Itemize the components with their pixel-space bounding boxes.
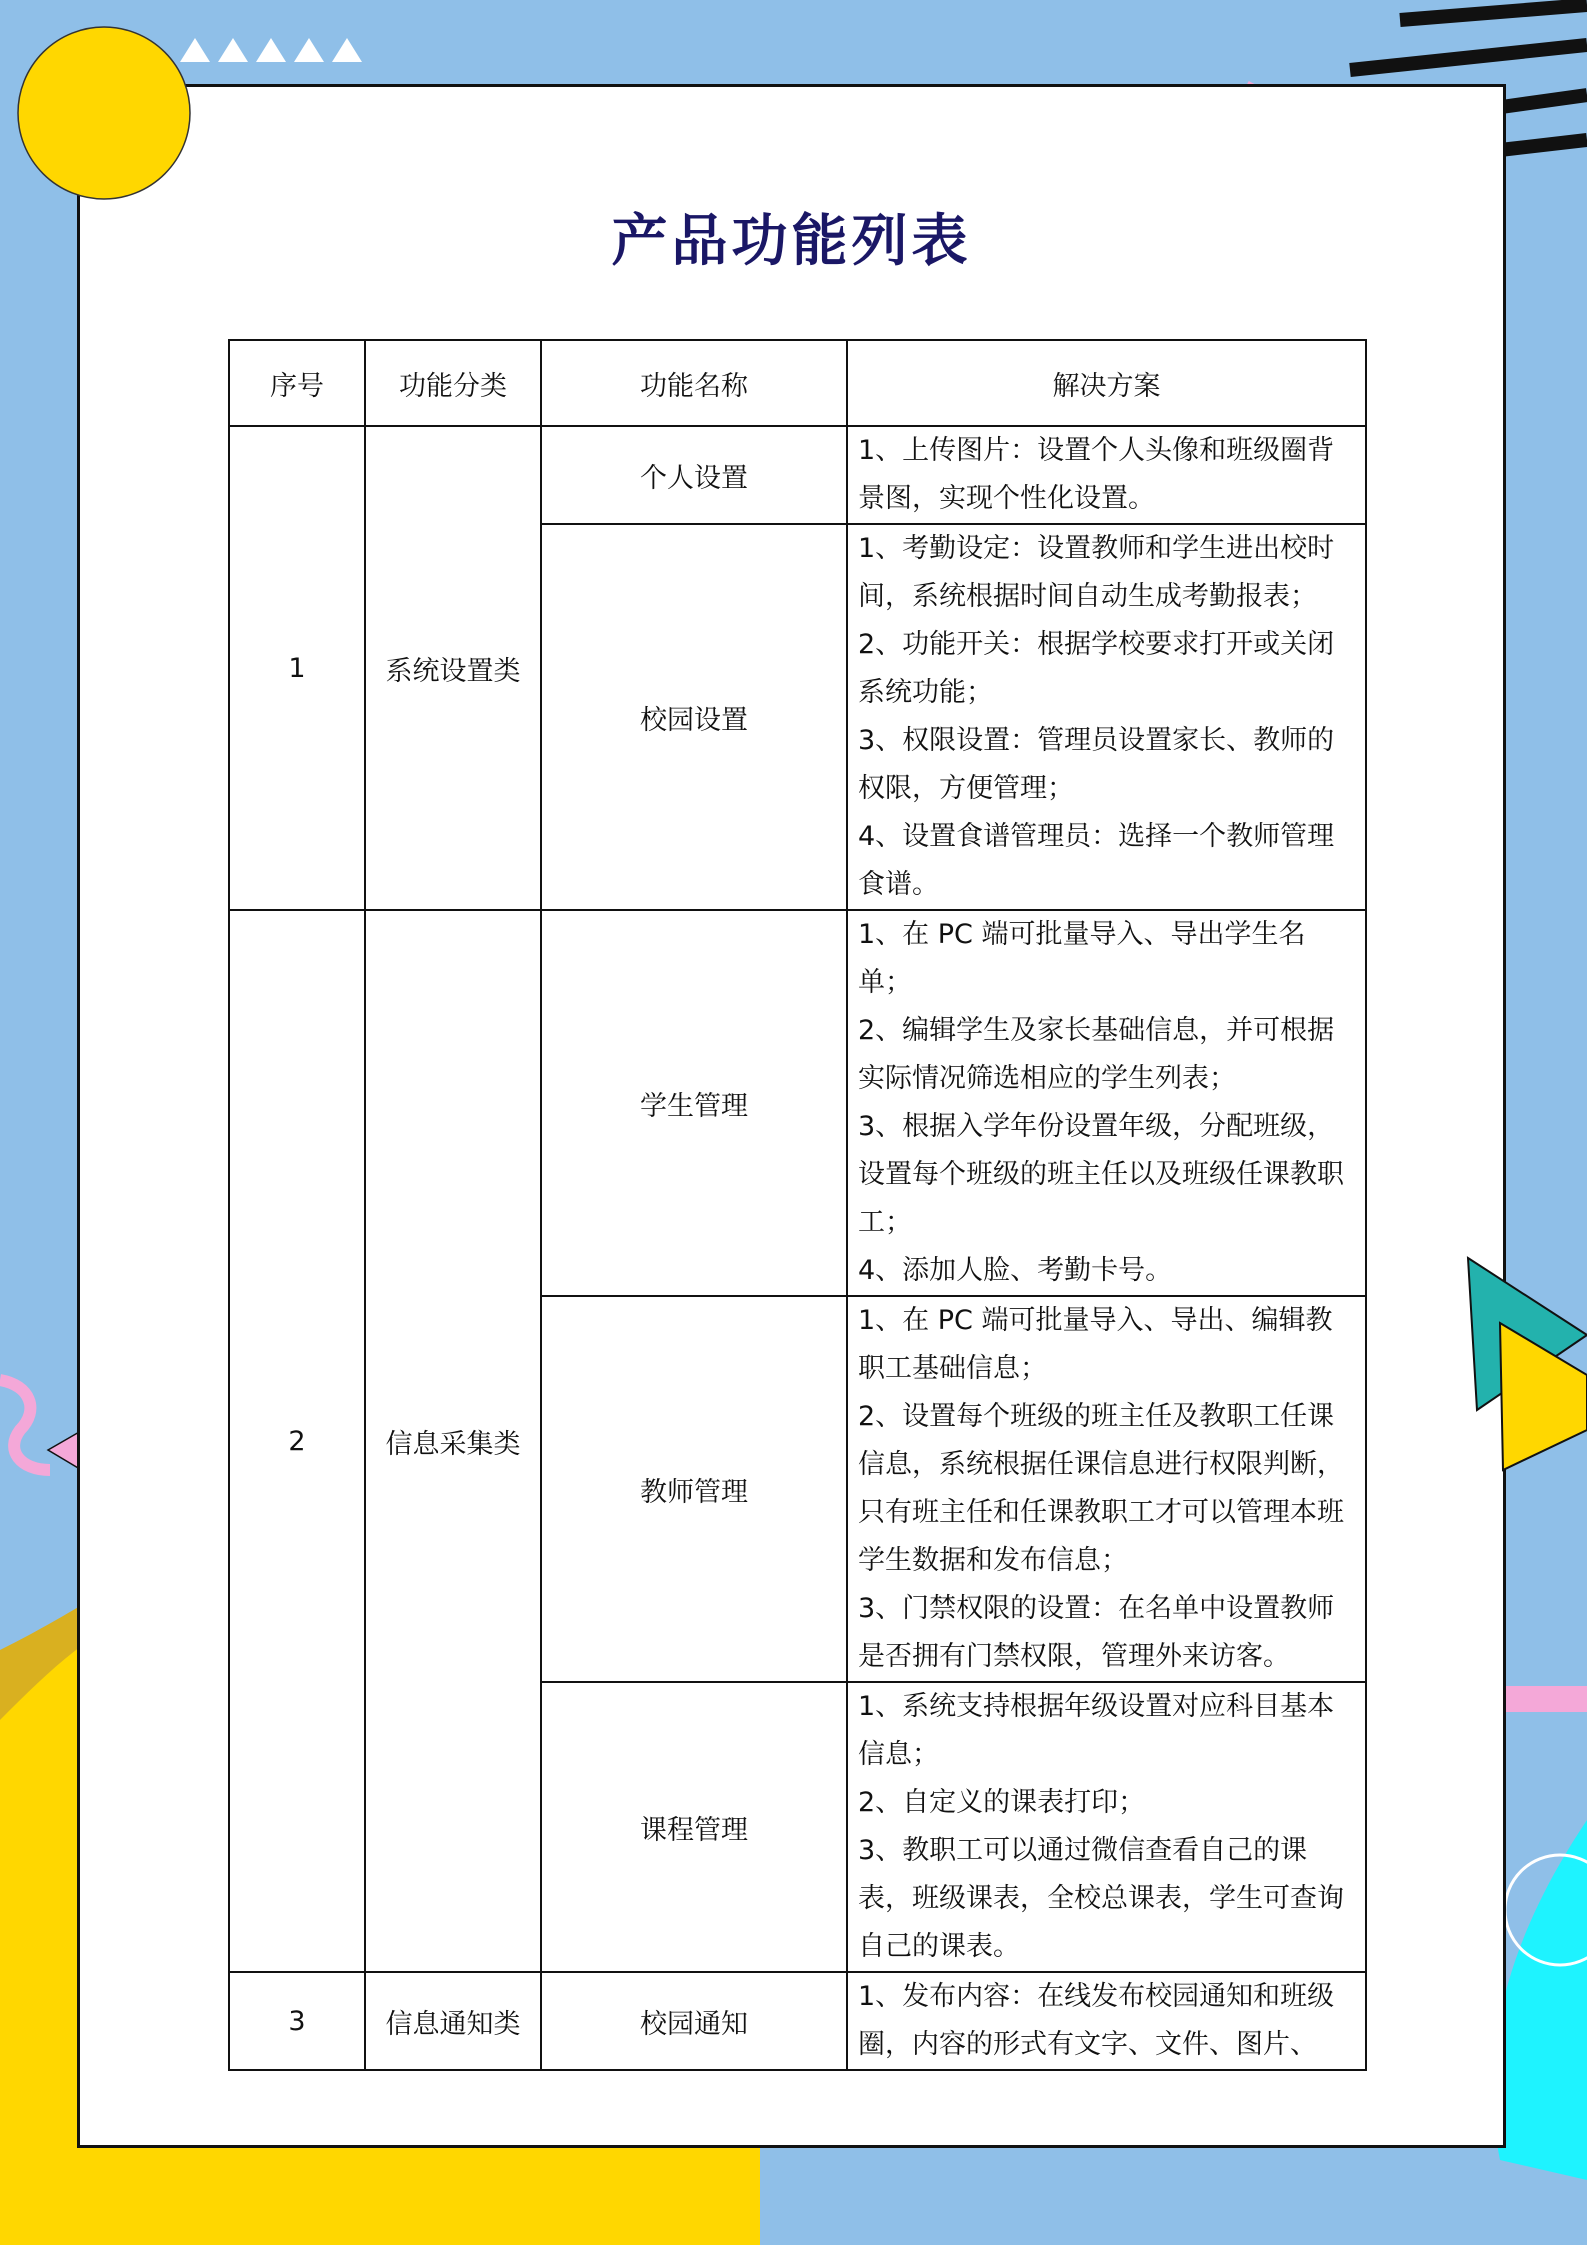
solution-line: 3、门禁权限的设置：在名单中设置教师是否拥有门禁权限，管理外来访客。 — [858, 1593, 1335, 1672]
header-category: 功能分类 — [365, 340, 541, 426]
solution-line: 1、考勤设定：设置教师和学生进出校时间，系统根据时间自动生成考勤报表； — [858, 533, 1335, 612]
solution-line: 4、设置食谱管理员：选择一个教师管理食谱。 — [858, 821, 1335, 900]
table-row — [229, 426, 1366, 524]
cyan-corner-shape — [1493, 1820, 1587, 2180]
solution-line: 1、系统支持根据年级设置对应科目基本信息； — [858, 1691, 1335, 1770]
row-category: 系统设置类 — [365, 426, 541, 910]
solution-line: 3、根据入学年份设置年级，分配班级，设置每个班级的班主任以及班级任课教职工； — [858, 1111, 1344, 1238]
white-triangles-shape — [180, 38, 362, 62]
row-no: 2 — [229, 910, 365, 1972]
solution-line: 1、上传图片：设置个人头像和班级圈背景图，实现个性化设置。 — [858, 435, 1335, 514]
table-row — [229, 1972, 1366, 2070]
table-row — [229, 910, 1366, 1296]
row-feature-name: 课程管理 — [541, 1682, 847, 1972]
row-solution — [847, 1296, 1366, 1682]
yellow-circle-shape — [14, 18, 194, 208]
row-feature-name: 学生管理 — [541, 910, 847, 1296]
solution-line: 2、设置每个班级的班主任及教职工任课信息，系统根据任课信息进行权限判断，只有班主任和任课教职工才可以管理本班学生数据和发布信息； — [858, 1401, 1344, 1576]
row-solution — [847, 524, 1366, 910]
row-category: 信息通知类 — [365, 1972, 541, 2070]
solution-line: 3、教职工可以通过微信查看自己的课表，班级课表，全校总课表，学生可查询自己的课表。 — [858, 1835, 1344, 1962]
row-feature-name: 校园设置 — [541, 524, 847, 910]
solution-line: 1、在 PC 端可批量导入、导出学生名单； — [858, 919, 1306, 998]
document-page — [77, 84, 1506, 2148]
row-solution — [847, 910, 1366, 1296]
solution-line: 2、自定义的课表打印； — [858, 1787, 1146, 1818]
header-solution: 解决方案 — [847, 340, 1366, 426]
row-solution — [847, 426, 1366, 524]
page-title: 产品功能列表 — [611, 208, 972, 274]
row-feature-name: 教师管理 — [541, 1296, 847, 1682]
solution-line: 1、在 PC 端可批量导入、导出、编辑教职工基础信息； — [858, 1305, 1333, 1384]
row-feature-name: 校园通知 — [541, 1972, 847, 2070]
solution-line: 1、发布内容：在线发布校园通知和班级圈，内容的形式有文字、文件、图片、 — [858, 1981, 1335, 2060]
solution-line: 2、编辑学生及家长基础信息，并可根据实际情况筛选相应的学生列表； — [858, 1015, 1335, 1094]
header-feature-name: 功能名称 — [541, 340, 847, 426]
solution-line: 3、权限设置：管理员设置家长、教师的权限，方便管理； — [858, 725, 1335, 804]
row-no: 3 — [229, 1972, 365, 2070]
row-solution — [847, 1972, 1366, 2070]
feature-table — [228, 339, 1367, 2071]
table-header-row — [229, 340, 1366, 426]
yellow-triangle-shape — [1497, 1320, 1587, 1475]
header-no: 序号 — [229, 340, 365, 426]
pink-squiggle-arrow — [0, 1380, 50, 1470]
solution-line: 2、功能开关：根据学校要求打开或关闭系统功能； — [858, 629, 1335, 708]
row-category: 信息采集类 — [365, 910, 541, 1972]
row-solution — [847, 1682, 1366, 1972]
row-feature-name: 个人设置 — [541, 426, 847, 524]
row-no: 1 — [229, 426, 365, 910]
solution-line: 4、添加人脸、考勤卡号。 — [858, 1255, 1173, 1286]
